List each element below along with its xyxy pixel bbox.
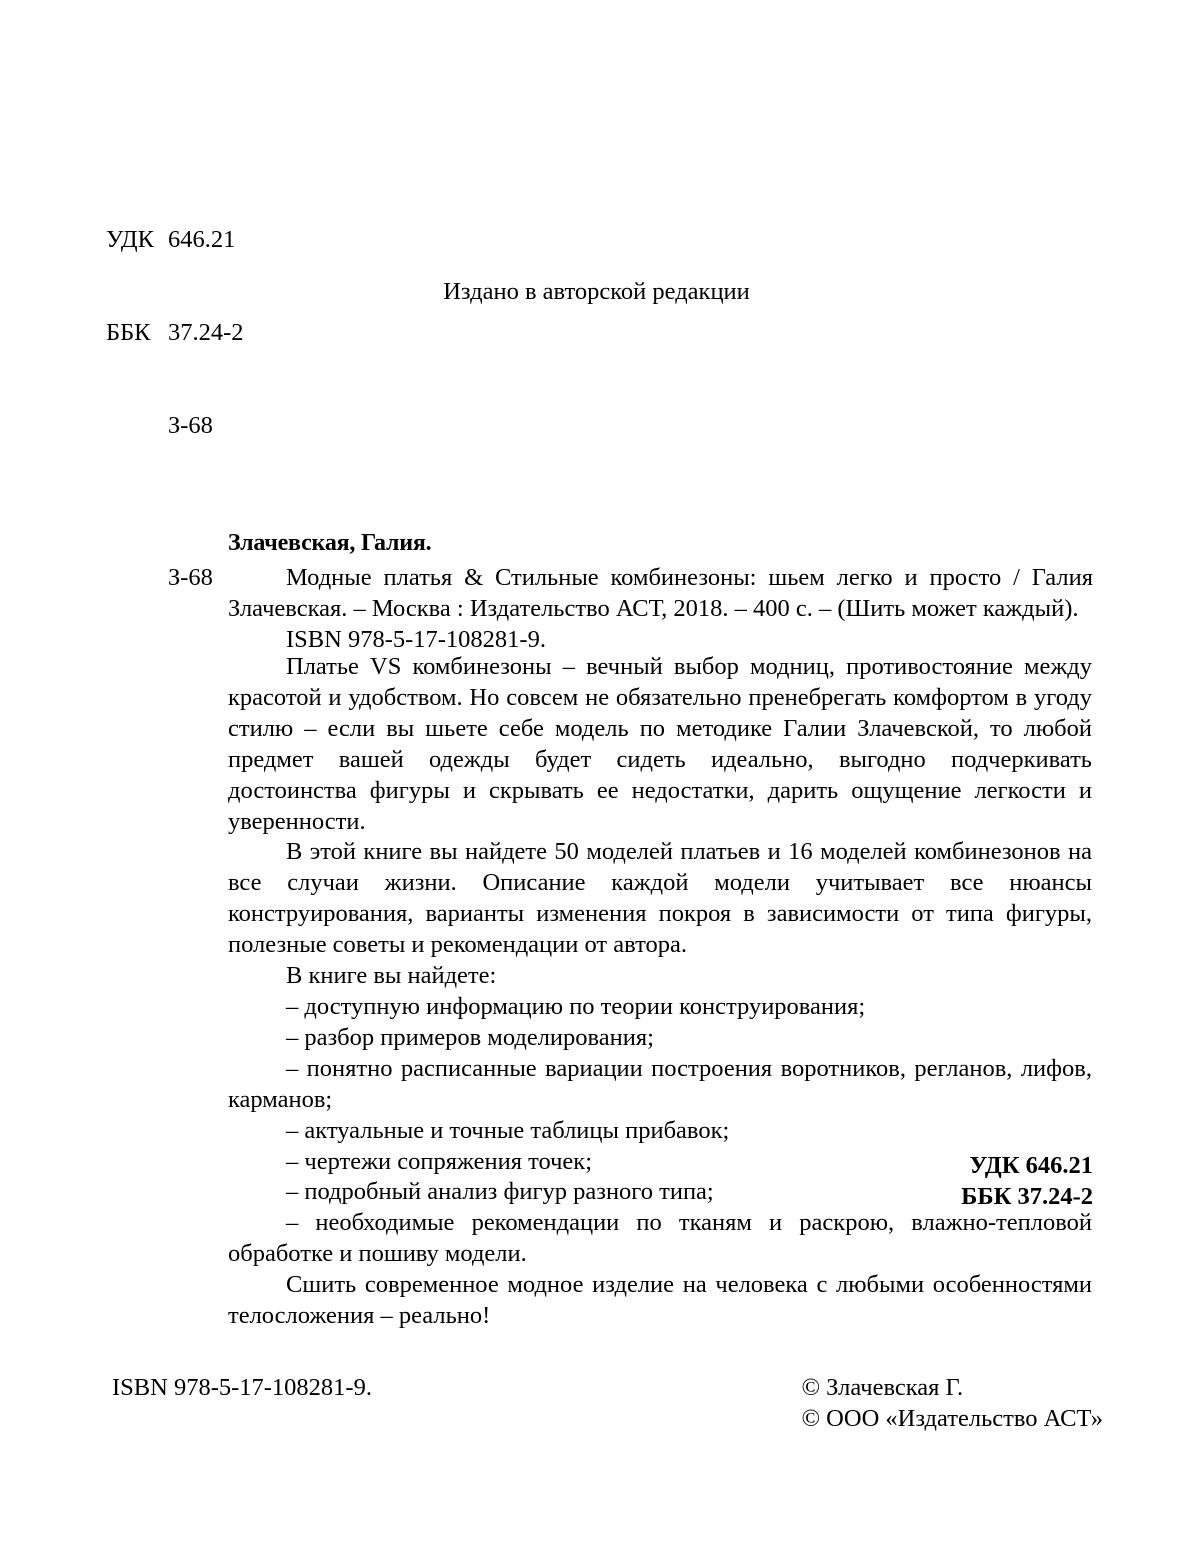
udc-bottom: УДК 646.21: [969, 1152, 1093, 1179]
list-item: – чертежи сопряжения точек;: [286, 1147, 592, 1175]
udc-value: 646.21: [168, 226, 236, 253]
author-mark-value: З-68: [168, 412, 213, 439]
footer-isbn: ISBN 978-5-17-108281-9.: [112, 1374, 372, 1401]
bbk-value: 37.24-2: [168, 319, 244, 346]
bib-shelf-mark: З-68: [168, 564, 213, 591]
copyright-publisher: © ООО «Издательство АСТ»: [801, 1405, 1103, 1432]
bib-description: Модные платья & Стильные комбинезоны: шьем легко и просто / Галия Злачевская. – Москва : Издательство АСТ, 2018. – 400 с. – (Шить может каждый).: [228, 564, 1093, 622]
annotation-feature-list: [228, 992, 1092, 1270]
bib-isbn: ISBN 978-5-17-108281-9.: [286, 626, 546, 653]
list-item: – понятно расписанные вариации построения воротников, регланов, лифов, карманов;: [228, 1054, 1092, 1113]
annotation-paragraph-2: В этой книге вы найдете 50 моделей платьев и 16 моделей комбинезонов на все случаи жизни. Описание каждой модели учитывает все нюансы конструирования, варианты изменения покроя в зависимости от типа фигуры, полезные советы и рекомендации от автора.: [228, 838, 1092, 959]
annotation-paragraph-1: Платье VS комбинезоны – вечный выбор модниц, противостояние между красотой и удобством. Но совсем не обязательно пренебрегать комфортом в угоду стилю – если вы шьете себе модель по методике Галии Злачевской, то любой предмет вашей одежды будет сидеть идеально, выгодно подчеркивать достоинства фигуры и скрывать ее недостатки, дарить ощущение легкости и уверенности.: [228, 653, 1092, 835]
bib-author-heading: Злачевская, Галия.: [228, 530, 432, 556]
list-item: – разбор примеров моделирования;: [286, 1023, 654, 1051]
annotation-block: [228, 652, 1092, 1332]
bib-body: [168, 562, 1093, 655]
udc-label: УДК: [106, 226, 154, 253]
page-footer: [112, 1372, 1103, 1434]
annotation-paragraph-3: Сшить современное модное изделие на человека с любыми особенностями телосложения – реально!: [228, 1271, 1092, 1330]
bbk-bottom: ББК 37.24-2: [961, 1183, 1093, 1210]
bbk-row: [106, 317, 244, 348]
bibliographic-record: [168, 528, 1093, 655]
editorial-note: Издано в авторской редакции: [443, 278, 750, 305]
annotation-list-lead: В книге вы найдете:: [286, 962, 497, 990]
udc-row: [106, 224, 244, 255]
list-item: – актуальные и точные таблицы прибавок;: [286, 1116, 730, 1144]
bbk-label: ББК: [106, 319, 151, 346]
footer-copyright: [801, 1372, 1103, 1434]
classification-codes-top: [106, 162, 244, 503]
list-item: – доступную информацию по теории конструирования;: [286, 992, 866, 1020]
author-mark-row: [106, 410, 244, 441]
list-item: – подробный анализ фигур разного типа;: [286, 1178, 714, 1206]
copyright-author: © Злачевская Г.: [801, 1374, 964, 1401]
classification-codes-bottom: [961, 1150, 1093, 1212]
list-item: – необходимые рекомендации по тканям и раскрою, влажно-тепловой обработке и пошиву модели.: [228, 1209, 1092, 1268]
